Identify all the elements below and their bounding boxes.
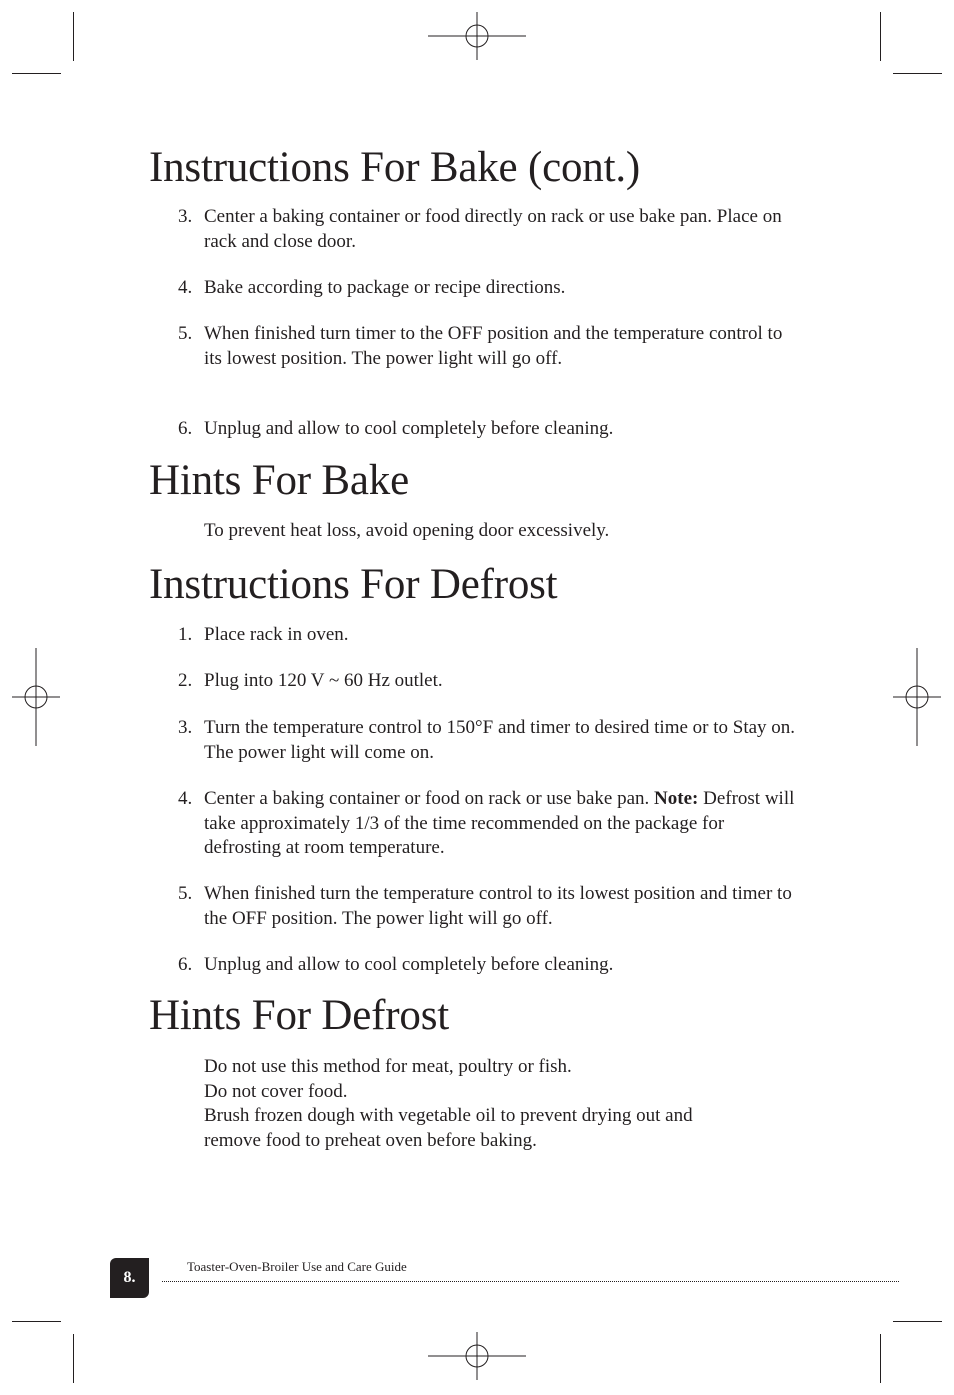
item-number: 6. <box>178 954 193 975</box>
item-text <box>204 787 798 861</box>
item-text: When finished turn the temperature control to its lowest position and timer to the OFF position. The power light will go off. <box>204 883 792 929</box>
item-number: 4. <box>178 277 193 298</box>
section-heading-defrost: Instructions For Defrost <box>149 561 558 608</box>
note-text: Defrost will take approximately 1/3 of the time recommended on the package for defrosting at room temperature. <box>204 788 795 858</box>
list-item <box>178 953 798 978</box>
list-item <box>178 417 798 442</box>
section-heading-hints-defrost: Hints For Defrost <box>149 992 449 1039</box>
list-item <box>178 322 798 371</box>
crop-mark <box>880 12 881 61</box>
hint-line: To prevent heat loss, avoid opening door excessively. <box>204 520 610 541</box>
item-number: 5. <box>178 883 193 904</box>
registration-mark-icon <box>893 648 941 746</box>
list-item <box>178 276 798 301</box>
hint-paragraph <box>204 1055 804 1153</box>
registration-mark-icon <box>428 1332 526 1380</box>
list-item <box>178 716 798 765</box>
item-text: Plug into 120 V ~ 60 Hz outlet. <box>204 670 443 691</box>
footer-dotted-rule <box>162 1281 899 1282</box>
hint-paragraph <box>204 519 804 544</box>
item-number: 3. <box>178 206 193 227</box>
item-text-main: Center a baking container or food on rack or use bake pan. <box>204 788 650 809</box>
crop-mark <box>893 1321 942 1322</box>
section-heading-bake-cont: Instructions For Bake (cont.) <box>149 144 640 191</box>
crop-mark <box>880 1334 881 1383</box>
crop-mark <box>12 73 61 74</box>
item-number: 3. <box>178 717 193 738</box>
hint-line: Do not cover food. <box>204 1080 348 1102</box>
item-number: 4. <box>178 788 193 809</box>
registration-mark-icon <box>12 648 60 746</box>
crop-mark <box>893 73 942 74</box>
item-number: 2. <box>178 670 193 691</box>
list-item <box>178 669 798 694</box>
item-text: Bake according to package or recipe directions. <box>204 277 566 298</box>
item-text: Unplug and allow to cool completely before cleaning. <box>204 418 614 439</box>
list-item <box>178 787 798 861</box>
crop-mark <box>73 12 74 61</box>
hint-line: Brush frozen dough with vegetable oil to prevent drying out and <box>204 1105 693 1126</box>
note-label: Note: <box>654 788 699 809</box>
item-text: Turn the temperature control to 150°F and timer to desired time or to Stay on. The power light will come on. <box>204 717 796 763</box>
list-item <box>178 205 798 254</box>
list-item <box>178 882 798 931</box>
item-number: 6. <box>178 418 193 439</box>
list-item <box>178 623 798 648</box>
section-heading-hints-bake: Hints For Bake <box>149 457 409 504</box>
hint-line: Do not use this method for meat, poultry or fish. <box>204 1056 572 1077</box>
page-number-badge: 8. <box>110 1258 149 1298</box>
hint-line: remove food to preheat oven before baking. <box>204 1129 537 1151</box>
registration-mark-icon <box>428 12 526 60</box>
item-text: When finished turn timer to the OFF position and the temperature control to its lowest position. The power light will go off. <box>204 323 783 369</box>
item-number: 5. <box>178 323 193 344</box>
item-number: 1. <box>178 624 193 645</box>
crop-mark <box>12 1321 61 1322</box>
crop-mark <box>73 1334 74 1383</box>
item-text: Place rack in oven. <box>204 624 349 645</box>
item-text: Center a baking container or food directly on rack or use bake pan. Place on rack and close door. <box>204 206 782 252</box>
footer-guide-title: Toaster-Oven-Broiler Use and Care Guide <box>187 1259 407 1274</box>
item-text: Unplug and allow to cool completely before cleaning. <box>204 954 614 975</box>
